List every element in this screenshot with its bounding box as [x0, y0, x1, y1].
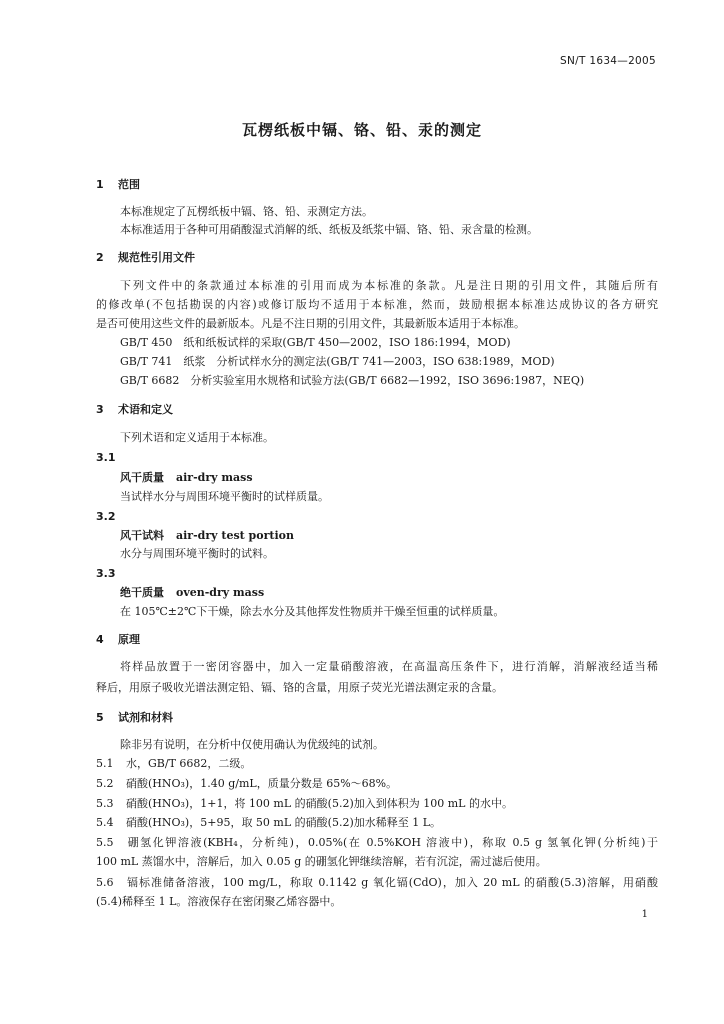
item-text-continued: (5.4)稀释至 1 L。溶液保存在密闭聚乙烯容器中。: [96, 895, 342, 908]
term-number: 3.1: [96, 451, 116, 464]
paragraph-line: 释后，用原子吸收光谱法测定铅、镉、铬的含量，用原子荧光光谱法测定汞的含量。: [96, 681, 503, 694]
section-title: 规范性引用文件: [118, 251, 195, 264]
paragraph: 下列术语和定义适用于本标准。: [120, 431, 274, 444]
item-text: 水，GB/T 6682，二级。: [126, 757, 252, 770]
reference-item: GB/T 6682 分析实验室用水规格和试验方法(GB/T 6682—1992，ISO 3696:1987，NEQ): [120, 374, 585, 387]
reagent-item: [96, 816, 441, 830]
paragraph-line: 下列文件中的条款通过本标准的引用而成为本标准的条款。凡是注日期的引用文件，其随后所有: [120, 279, 658, 292]
paragraph-line: 的修改单(不包括勘误的内容)或修订版均不适用于本标准，然而，鼓励根据本标准达成协议的各方研究: [96, 298, 658, 311]
paragraph-line: 是否可使用这些文件的最新版本。凡是不注日期的引用文件，其最新版本适用于本标准。: [96, 317, 525, 330]
section-4-heading: [96, 633, 140, 647]
section-2-heading: [96, 251, 195, 265]
term-number: 3.3: [96, 567, 116, 580]
term-zh: 风干试料: [120, 529, 164, 542]
section-number: 2: [96, 251, 104, 264]
reagent-item: [96, 876, 658, 890]
reagent-item: [96, 836, 658, 850]
paragraph: 除非另有说明，在分析中仅使用确认为优级纯的试剂。: [120, 738, 384, 751]
section-title: 原理: [118, 633, 140, 646]
item-text: 硝酸(HNO₃)，1.40 g/mL，质量分数是 65%～68%。: [126, 777, 398, 790]
section-number: 1: [96, 178, 104, 191]
section-3-heading: [96, 403, 173, 417]
term-heading: [120, 586, 264, 600]
item-text-continued: 100 mL 蒸馏水中，溶解后，加入 0.05 g 的硼氢化钾继续溶解，若有沉淀，需过滤后使用。: [96, 855, 547, 868]
section-title: 术语和定义: [118, 403, 173, 416]
section-number: 3: [96, 403, 104, 416]
term-en: air-dry test portion: [176, 529, 294, 542]
reference-item: GB/T 741 纸浆 分析试样水分的测定法(GB/T 741—2003，ISO 638:1989，MOD): [120, 355, 555, 368]
term-zh: 风干质量: [120, 471, 164, 484]
section-5-heading: [96, 711, 173, 725]
section-number: 5: [96, 711, 104, 724]
term-number: 3.2: [96, 510, 116, 523]
page-number: 1: [641, 909, 648, 920]
item-text: 镉标准储备溶液，100 mg/L，称取 0.1142 g 氧化镉(CdO)，加入 20 mL 的硝酸(5.3)溶解，用硝酸: [126, 876, 658, 889]
item-text: 硝酸(HNO₃)，1+1，将 100 mL 的硝酸(5.2)加入到体积为 100 mL 的水中。: [126, 797, 513, 810]
reference-item: GB/T 450 纸和纸板试样的采取(GB/T 450—2002，ISO 186:1994，MOD): [120, 336, 511, 349]
term-en: air-dry mass: [176, 471, 253, 484]
term-definition: 在 105℃±2℃下干燥，除去水分及其他挥发性物质并干燥至恒重的试样质量。: [120, 605, 505, 618]
term-zh: 绝干质量: [120, 586, 164, 599]
document-title: 瓦楞纸板中镉、铬、铅、汞的测定: [241, 121, 482, 139]
term-heading: [120, 529, 294, 543]
paragraph: 本标准规定了瓦楞纸板中镉、铬、铅、汞测定方法。: [120, 205, 373, 218]
reagent-item: [96, 757, 251, 771]
item-number: 5.2: [96, 777, 114, 790]
reagent-item: [96, 797, 513, 811]
section-title: 试剂和材料: [118, 711, 173, 724]
item-text: 硝酸(HNO₃)，5+95，取 50 mL 的硝酸(5.2)加水稀释至 1 L。: [126, 816, 442, 829]
paragraph-line: 将样品放置于一密闭容器中，加入一定量硝酸溶液，在高温高压条件下，进行消解，消解液经适当稀: [120, 660, 658, 673]
item-number: 5.6: [96, 876, 114, 889]
section-number: 4: [96, 633, 104, 646]
term-heading: [120, 471, 253, 485]
section-title: 范围: [118, 178, 140, 191]
item-number: 5.4: [96, 816, 114, 829]
term-en: oven-dry mass: [176, 586, 265, 599]
item-number: 5.5: [96, 836, 114, 849]
reagent-item: [96, 777, 397, 791]
item-number: 5.1: [96, 757, 114, 770]
paragraph: 本标准适用于各种可用硝酸湿式消解的纸、纸板及纸浆中镉、铬、铅、汞含量的检测。: [120, 223, 538, 236]
item-number: 5.3: [96, 797, 114, 810]
item-text: 硼氢化钾溶液(KBH₄，分析纯)，0.05%(在 0.5%KOH 溶液中)，称取 0.5 g 氢氧化钾(分析纯)于: [126, 836, 658, 849]
term-definition: 水分与周围环境平衡时的试料。: [120, 547, 274, 560]
term-definition: 当试样水分与周围环境平衡时的试样质量。: [120, 490, 329, 503]
section-1-heading: [96, 178, 140, 192]
standard-code: SN/T 1634—2005: [560, 55, 656, 67]
